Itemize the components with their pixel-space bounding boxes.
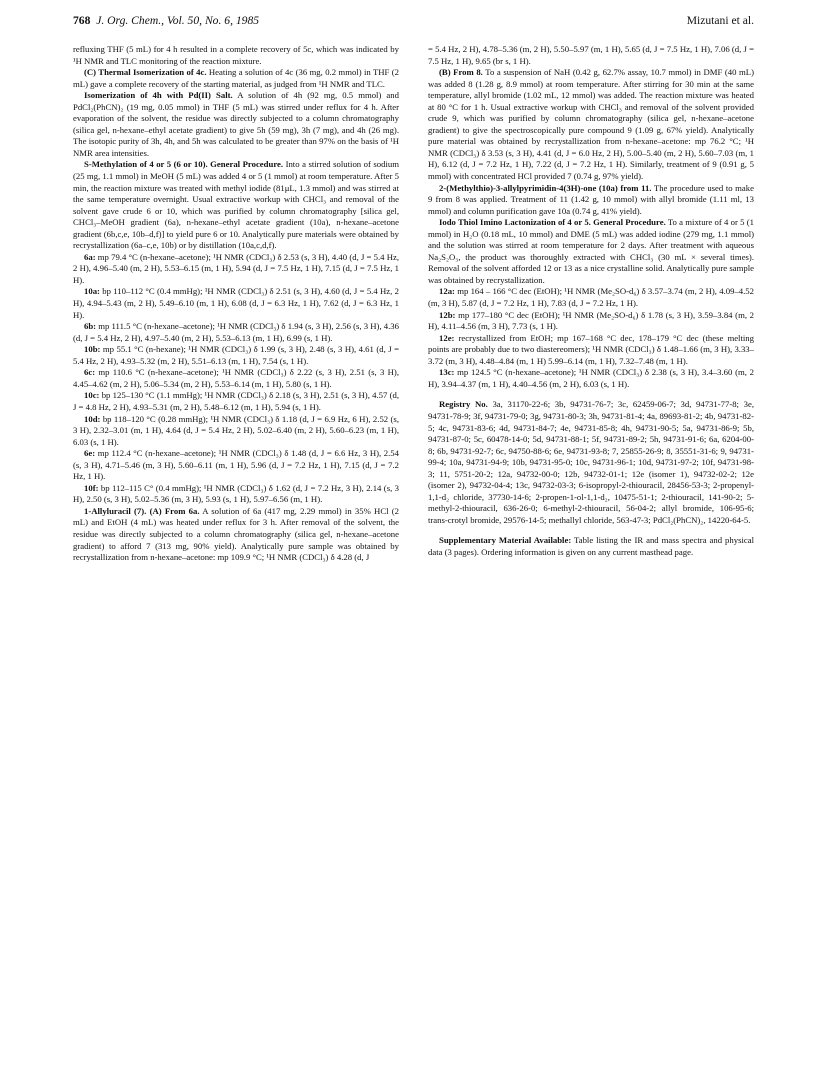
section-gap	[428, 526, 754, 535]
compound-data: 10b: mp 55.1 °C (n-hexane); ¹H NMR (CDCl₃) δ 1.99 (s, 3 H), 2.48 (s, 3 H), 4.61 (d, J = 5.4 Hz, 2 H), 4.93–5.32 (m, 2 H), 5.51–6.13 (m, 1 H), 7.54 (s, 1 H).	[73, 344, 399, 366]
registry-numbers: Registry No. 3a, 31170-22-6; 3b, 94731-76-7; 3c, 62459-06-7; 3d, 94731-77-8; 3e, 94731-78-9; 3f, 94731-79-0; 3g, 94731-80-3; 3h, 94731-81-4; 4a, 89693-81-2; 4b, 94731-82-5; 4c, 94731-83-6; 4d, 94731-84-7; 4e, 94731-85-8; 4h, 94731-90-5; 5a, 94731-86-9; 5b, 94731-87-0; 5c, 60478-14-0; 5d, 94731-88-1; 5f, 94731-89-2; 5h, 94731-91-6; 6a, 6204-00-8; 6b, 94731-92-7; 6c, 94750-88-6; 6e, 94731-93-8; 7, 25855-26-9; 8, 35551-31-6; 9, 94731-99-4; 10a, 94731-94-9; 10b, 94731-95-0; 10c, 94731-96-1; 10d, 94731-97-2; 10f, 94731-98-3; 11, 5751-20-2; 12a, 94732-00-0; 12b, 94732-01-1; 12e (isomer 1), 94732-02-2; 12e (isomer 2), 94732-04-4; 13c, 94732-03-3; 6-isopropyl-2-thiouracil, 28456-53-3; 2-propenyl-1,1-d₂ chloride, 37730-14-6; 2-propen-1-ol-1,1-d₂, 10475-51-1; 2-thiouracil, 141-90-2; 5-methyl-2-thiouracil, 636-26-0; 6-methyl-2-thiouracil, 56-04-2; allyl bromide, 106-95-6; trans-crotyl bromide, 29576-14-5; methallyl chloride, 563-47-3; PdCl₂(PhCN)₂, 14220-64-5.	[428, 399, 754, 525]
paragraph: 1-Allyluracil (7). (A) From 6a. A solution of 6a (417 mg, 2.29 mmol) in 35% HCl (2 mL) and EtOH (4 mL) was heated under reflux for 3 h. After removal of the solvent, the residue was directly subjected to a column chromatography (silica gel, n-hexane–acetone gradient) to afford 7 (313 mg, 90% yield). Analytically pure sample was obtained by recrystallization from n-hexane–acetone: mp 109.9 °C; ¹H NMR (CDCl₃) δ 4.28 (d, J	[73, 505, 399, 563]
compound-data: 10d: bp 118–120 °C (0.28 mmHg); ¹H NMR (CDCl₃) δ 1.18 (d, J = 6.9 Hz, 6 H), 2.52 (s, 3 H), 2.32–3.01 (m, 1 H), 4.64 (d, J = 5.4 Hz, 2 H), 5.02–6.40 (m, 2 H), 5.60–6.23 (m, 1 H), 6.03 (s, 1 H).	[73, 413, 399, 447]
section-gap	[428, 390, 754, 399]
paragraph: Iodo Thiol Imino Lactonization of 4 or 5. General Procedure. To a mixture of 4 or 5 (1 mmol) in H₂O (0.18 mL, 10 mmol) and DME (5 mL) was added iodine (279 mg, 1.1 mmol) and the solution was stirred at room temperature for 2 days. After treatment with aqueous Na₂S₂O₃, the product was thoroughly extracted with CHCl₃ (30 mL × several times). Removal of the solvent afforded 12 or 13 as a nice crystalline solid. Analytically pure sample was obtained by recrystallization.	[428, 217, 754, 285]
compound-data: 12a: mp 164 – 166 °C dec (EtOH); ¹H NMR (Me₂SO-d₆) δ 3.57–3.74 (m, 2 H), 4.09–4.52 (m, 3 H), 5.87 (d, J = 7.2 Hz, 1 H), 7.83 (d, J = 7.2 Hz, 1 H).	[428, 286, 754, 309]
paragraph: = 5.4 Hz, 2 H), 4.78–5.36 (m, 2 H), 5.50–5.97 (m, 1 H), 5.65 (d, J = 7.5 Hz, 1 H), 7.06 (d, J = 7.5 Hz, 1 H), 9.65 (br s, 1 H).	[428, 44, 754, 66]
paragraph: S-Methylation of 4 or 5 (6 or 10). General Procedure. Into a stirred solution of sodium (25 mg, 1.1 mmol) in MeOH (5 mL) was added 4 or 5 (1 mmol) at room temperature. After 5 min, the reaction mixture was treated with methyl iodide (81μL, 1.3 mmol) and was stirred at the same temperature overnight. Usual extractive workup with CHCl₃ and removal of the solvent gave crude 6 or 10, which was purified by column chromatography [silica gel, CHCl₃–MeOH gradient (6a), n-hexane–ethyl acetate gradient (10a), n-hexane–acetone gradient (6b,c,e, 10b–d,f)] to yield pure 6 or 10. Analytically pure materials were obtained by recrystallization (6a–c,e, 10b) or by distillation (10a,c,d,f).	[73, 159, 399, 251]
compound-data: 10f: bp 112–115 C° (0.4 mmHg); ¹H NMR (CDCl₃) δ 1.62 (d, J = 7.2 Hz, 3 H), 2.14 (s, 3 H), 2.50 (s, 3 H), 5.02–5.36 (m, 3 H), 5.93 (s, 1 H), 5.97–6.56 (m, 1 H).	[73, 482, 399, 505]
compound-data: 13c: mp 124.5 °C (n-hexane–acetone); ¹H NMR (CDCl₃) δ 2.38 (s, 3 H), 3.4–3.60 (m, 2 H), 3.94–4.37 (m, 1 H), 4.40–4.56 (m, 2 H), 6.03 (s, 1 H).	[428, 367, 754, 389]
page-number: 768	[73, 14, 91, 27]
compound-data: 6e: mp 112.4 °C (n-hexane–acetone); ¹H NMR (CDCl₃) δ 1.48 (d, J = 6.6 Hz, 3 H), 2.54 (s, 3 H), 4.71–5.46 (m, 3 H), 5.60–6.11 (m, 1 H), 5.96 (d, J = 7.2 Hz, 1 H), 7.15 (d, J = 7.2 Hz, 1 H).	[73, 448, 399, 482]
paragraph: 2-(Methylthio)-3-allylpyrimidin-4(3H)-one (10a) from 11. The procedure used to make 9 from 8 was applied. Treatment of 11 (1.42 g, 10 mmol) with allyl bromide (1.11 ml, 13 mmol) and column purification gave 10a (0.74 g, 41% yield).	[428, 182, 754, 216]
compound-data: 12b: mp 177–180 °C dec (EtOH); ¹H NMR (Me₂SO-d₆) δ 1.78 (s, 3 H), 3.59–3.84 (m, 2 H), 4.11–4.56 (m, 3 H), 7.73 (s, 1 H).	[428, 309, 754, 332]
journal-name: J. Org. Chem.,	[96, 14, 165, 27]
volume-info: Vol. 50, No. 6, 1985	[166, 14, 260, 27]
paragraph: (C) Thermal Isomerization of 4c. Heating a solution of 4c (36 mg, 0.2 mmol) in THF (2 mL) gave a complete recovery of the starting material, as judged from ¹H NMR and TLC.	[73, 67, 399, 89]
supplementary-material: Supplementary Material Available: Table listing the IR and mass spectra and physical data (3 pages). Ordering information is given on any current masthead page.	[428, 535, 754, 557]
page-header	[73, 14, 754, 32]
compound-data: 10a: bp 110–112 °C (0.4 mmHg); ¹H NMR (CDCl₃) δ 2.51 (s, 3 H), 4.60 (d, J = 5.4 Hz, 2 H), 4.94–5.43 (m, 2 H), 5.49–6.10 (m, 1 H), 6.08 (d, J = 6.3 Hz, 1 H), 7.62 (d, J = 6.3 Hz, 1 H).	[73, 286, 399, 320]
running-head	[73, 14, 259, 27]
compound-data: 6b: mp 111.5 °C (n-hexane–acetone); ¹H NMR (CDCl₃) δ 1.94 (s, 3 H), 2.56 (s, 3 H), 4.36 (d, J = 5.4 Hz, 2 H), 4.97–5.40 (m, 2 H), 5.53–6.13 (m, 1 H), 6.99 (s, 1 H).	[73, 321, 399, 343]
compound-data: 6a: mp 79.4 °C (n-hexane–acetone); ¹H NMR (CDCl₃) δ 2.53 (s, 3 H), 4.40 (d, J = 5.4 Hz, 2 H), 4.96–5.40 (m, 2 H), 5.53–6.15 (m, 1 H), 5.94 (d, J = 7.5 Hz, 1 H), 7.15 (d, J = 7.5 Hz, 1 H).	[73, 251, 399, 285]
author-running-head: Mizutani et al.	[686, 14, 754, 27]
compound-data: 12e: recrystallized from EtOH; mp 167–168 °C dec, 178–179 °C dec (these melting points are probably due to two diastereomers); ¹H NMR (CDCl₃) δ 1.48–1.66 (m, 3 H), 3.33–3.72 (m, 3 H), 4.48–4.84 (m, 1 H) 5.99–6.14 (m, 1 H), 7.32–7.48 (m, 1 H).	[428, 332, 754, 366]
compound-data: 10c: bp 125–130 °C (1.1 mmHg); ¹H NMR (CDCl₃) δ 2.18 (s, 3 H), 2.51 (s, 3 H), 4.57 (d, J = 4.8 Hz, 2 H), 4.93–5.31 (m, 2 H), 5.48–6.12 (m, 1 H), 5.94 (s, 1 H).	[73, 390, 399, 412]
paragraph: refluxing THF (5 mL) for 4 h resulted in a complete recovery of 5c, which was indicated by ¹H NMR and TLC monitoring of the reaction mixture.	[73, 44, 399, 66]
paragraph: Isomerization of 4h with Pd(II) Salt. A solution of 4h (92 mg, 0.5 mmol) and PdCl₂(PhCN)₂ (19 mg, 0.05 mmol) in THF (5 mL) was stirred under reflux for 4 h. After evaporation of the solvent, the residue was directly subjected to a column chromatography (silica gel, n-hexane–ethyl acetate gradient) to give 5h (59 mg), 3h (7 mg), and 4h (26 mg). The isotopic purity of 3h, 4h, and 5h was calculated to be greater than 97% on the basis of ¹H NMR area intensities.	[73, 90, 399, 158]
paragraph: (B) From 8. To a suspension of NaH (0.42 g, 62.7% assay, 10.7 mmol) in DMF (40 mL) was added 8 (1.28 g, 8.9 mmol) at room temperature. After stirring for 30 min at the same temperature, allyl bromide (1.02 mL, 12 mmol) was added. The reaction mixture was heated at 80 °C for 1 h. Usual extractive workup with CHCl₃ and removal of the solvent provided crude 9, which was purified by column chromatography (silica gel, n-hexane–acetone gradient) to give the spectroscopically pure compound 9 (1.09 g, 67% yield). Analytically pure material was obtained by recrystallization from n-hexane–acetone: mp 76.2 °C; ¹H NMR (CDCl₃) δ 3.53 (s, 3 H), 4.41 (d, J = 6.0 Hz, 2 H), 5.00–5.40 (m, 2 H), 5.60–7.03 (m, 1 H), 6.12 (d, J = 7.2 Hz, 1 H), 7.22 (d, J = 7.2 Hz, 1 H). Similarly, treatment of 9 (0.91 g, 5 mmol) with concentrated HCl provided 7 (0.74 g, 97% yield).	[428, 67, 754, 182]
right-column	[428, 44, 754, 559]
left-column	[73, 44, 399, 564]
compound-data: 6c: mp 110.6 °C (n-hexane–acetone); ¹H NMR (CDCl₃) δ 2.22 (s, 3 H), 2.51 (s, 3 H), 4.45–4.62 (m, 2 H), 5.06–5.34 (m, 2 H), 5.53–6.14 (m, 1 H), 5.80 (s, 1 H).	[73, 367, 399, 389]
